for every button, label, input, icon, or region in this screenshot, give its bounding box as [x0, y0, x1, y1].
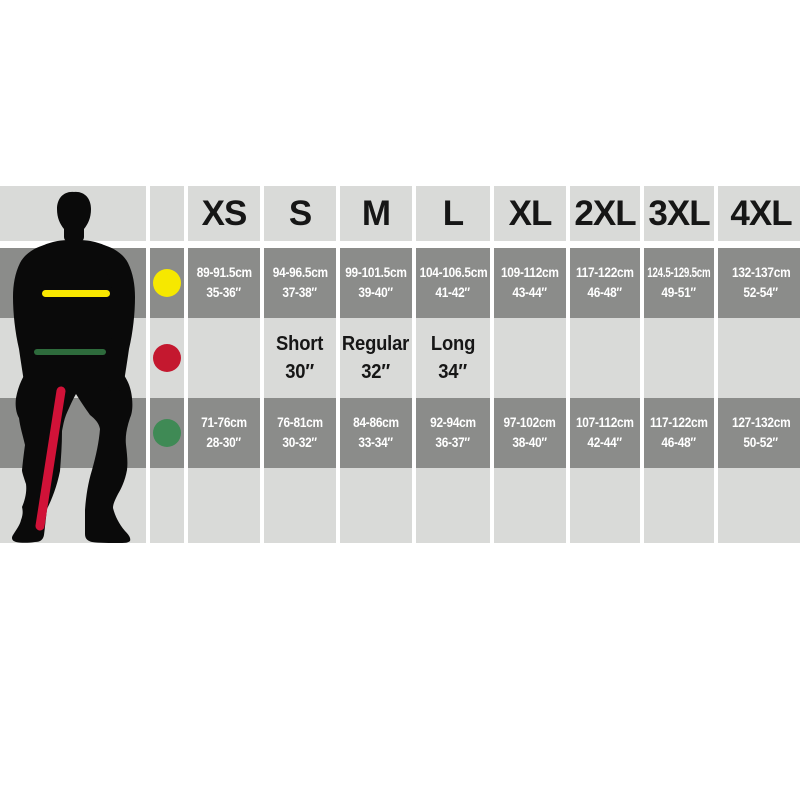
marker-bottom-cell — [150, 468, 184, 543]
waist-green-dot-icon — [153, 419, 181, 447]
length-cell-xl — [494, 318, 566, 398]
size-header-l: L — [416, 186, 490, 241]
size-header-s: S — [264, 186, 336, 241]
chest-cell-2xl: 117-122cm 46-48″ — [570, 248, 640, 318]
bottom-cell-l — [416, 468, 490, 543]
figure-bottom-band — [0, 468, 146, 543]
length-cell-3xl — [644, 318, 714, 398]
chest-marker-cell — [150, 248, 184, 318]
length-cell-l: Long 34″ — [416, 318, 490, 398]
length-cell-m: Regular 32″ — [340, 318, 412, 398]
figure-chest-band — [0, 248, 146, 318]
length-cell-xs — [188, 318, 260, 398]
chest-cell-4xl: 132-137cm 52-54″ — [718, 248, 800, 318]
waist-cell-s: 76-81cm 30-32″ — [264, 398, 336, 468]
size-header-3xl: 3XL — [644, 186, 714, 241]
length-cell-2xl — [570, 318, 640, 398]
waist-cell-2xl: 107-112cm 42-44″ — [570, 398, 640, 468]
size-header-m: M — [340, 186, 412, 241]
length-cell-s: Short 30″ — [264, 318, 336, 398]
bottom-cell-3xl — [644, 468, 714, 543]
figure-column-header-cell — [0, 186, 146, 241]
bottom-cell-m — [340, 468, 412, 543]
figure-waist-band — [0, 398, 146, 468]
waist-cell-4xl: 127-132cm 50-52″ — [718, 398, 800, 468]
waist-marker-cell — [150, 398, 184, 468]
marker-column-header-cell — [150, 186, 184, 241]
bottom-cell-s — [264, 468, 336, 543]
waist-cell-m: 84-86cm 33-34″ — [340, 398, 412, 468]
size-header-xs: XS — [188, 186, 260, 241]
chest-cell-xl: 109-112cm 43-44″ — [494, 248, 566, 318]
bottom-cell-xl — [494, 468, 566, 543]
waist-cell-xs: 71-76cm 28-30″ — [188, 398, 260, 468]
chest-cell-l: 104-106.5cm 41-42″ — [416, 248, 490, 318]
size-table — [0, 186, 800, 543]
size-header-4xl: 4XL — [718, 186, 800, 241]
chest-cell-3xl: 124.5-129.5cm 49-51″ — [644, 248, 714, 318]
bottom-cell-xs — [188, 468, 260, 543]
chest-cell-m: 99-101.5cm 39-40″ — [340, 248, 412, 318]
waist-cell-xl: 97-102cm 38-40″ — [494, 398, 566, 468]
length-red-dot-icon — [153, 344, 181, 372]
size-chart — [0, 186, 800, 543]
bottom-cell-4xl — [718, 468, 800, 543]
length-cell-4xl — [718, 318, 800, 398]
bottom-cell-2xl — [570, 468, 640, 543]
chest-cell-s: 94-96.5cm 37-38″ — [264, 248, 336, 318]
length-marker-cell — [150, 318, 184, 398]
chest-yellow-dot-icon — [153, 269, 181, 297]
waist-cell-l: 92-94cm 36-37″ — [416, 398, 490, 468]
header-divider — [0, 241, 800, 248]
size-header-xl: XL — [494, 186, 566, 241]
figure-length-band — [0, 318, 146, 398]
chest-cell-xs: 89-91.5cm 35-36″ — [188, 248, 260, 318]
waist-cell-3xl: 117-122cm 46-48″ — [644, 398, 714, 468]
size-header-2xl: 2XL — [570, 186, 640, 241]
